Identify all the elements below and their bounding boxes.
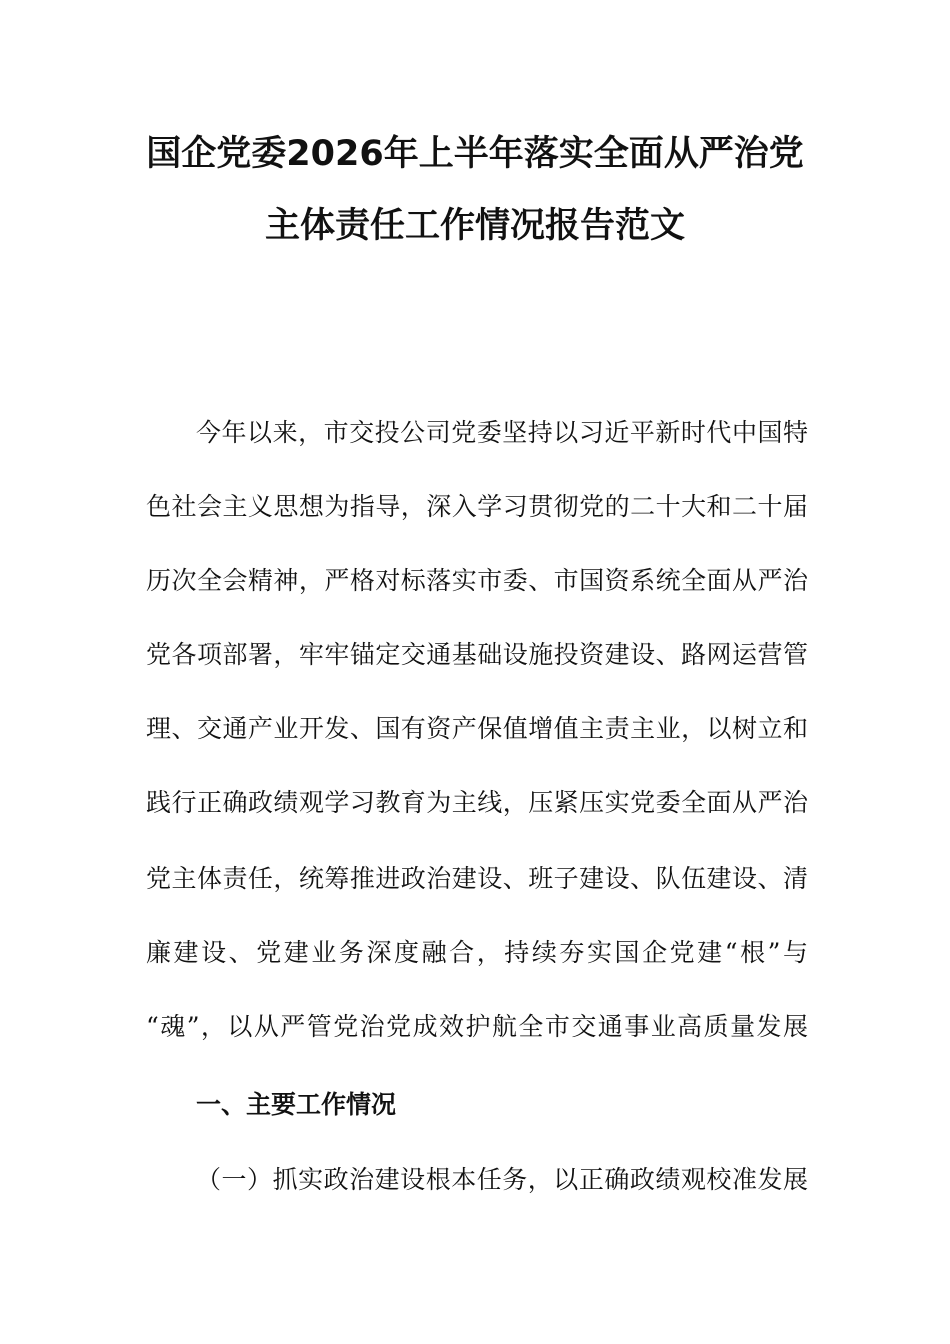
paragraph-line: 廉建设、党建业务深度融合，持续夯实国企党建“根”与 [146, 938, 808, 967]
paragraph-line: “魂”，以从严管党治党成效护航全市交通事业高质量发展 [146, 1012, 808, 1041]
paragraph-line: 历次全会精神，严格对标落实市委、市国资系统全面从严治 [146, 566, 808, 595]
paragraph-line: 色社会主义思想为指导，深入学习贯彻党的二十大和二十届 [146, 492, 808, 521]
paragraph-line: 党各项部署，牢牢锚定交通基础设施投资建设、路网运营管 [146, 640, 808, 669]
document-title-line-1: 国企党委2026年上半年落实全面从严治党 [146, 134, 804, 174]
paragraph-line: 践行正确政绩观学习教育为主线，压紧压实党委全面从严治 [146, 788, 808, 817]
paragraph-line: 党主体责任，统筹推进政治建设、班子建设、队伍建设、清 [146, 864, 808, 893]
section-heading: 一、主要工作情况 [196, 1090, 397, 1119]
document-title-line-2: 主体责任工作情况报告范文 [264, 206, 685, 246]
paragraph-line: 今年以来，市交投公司党委坚持以习近平新时代中国特 [196, 418, 808, 447]
paragraph-line: 理、交通产业开发、国有资产保值增值主责主业，以树立和 [146, 714, 808, 743]
subsection-heading: （一）抓实政治建设根本任务，以正确政绩观校准发展 [196, 1165, 808, 1194]
